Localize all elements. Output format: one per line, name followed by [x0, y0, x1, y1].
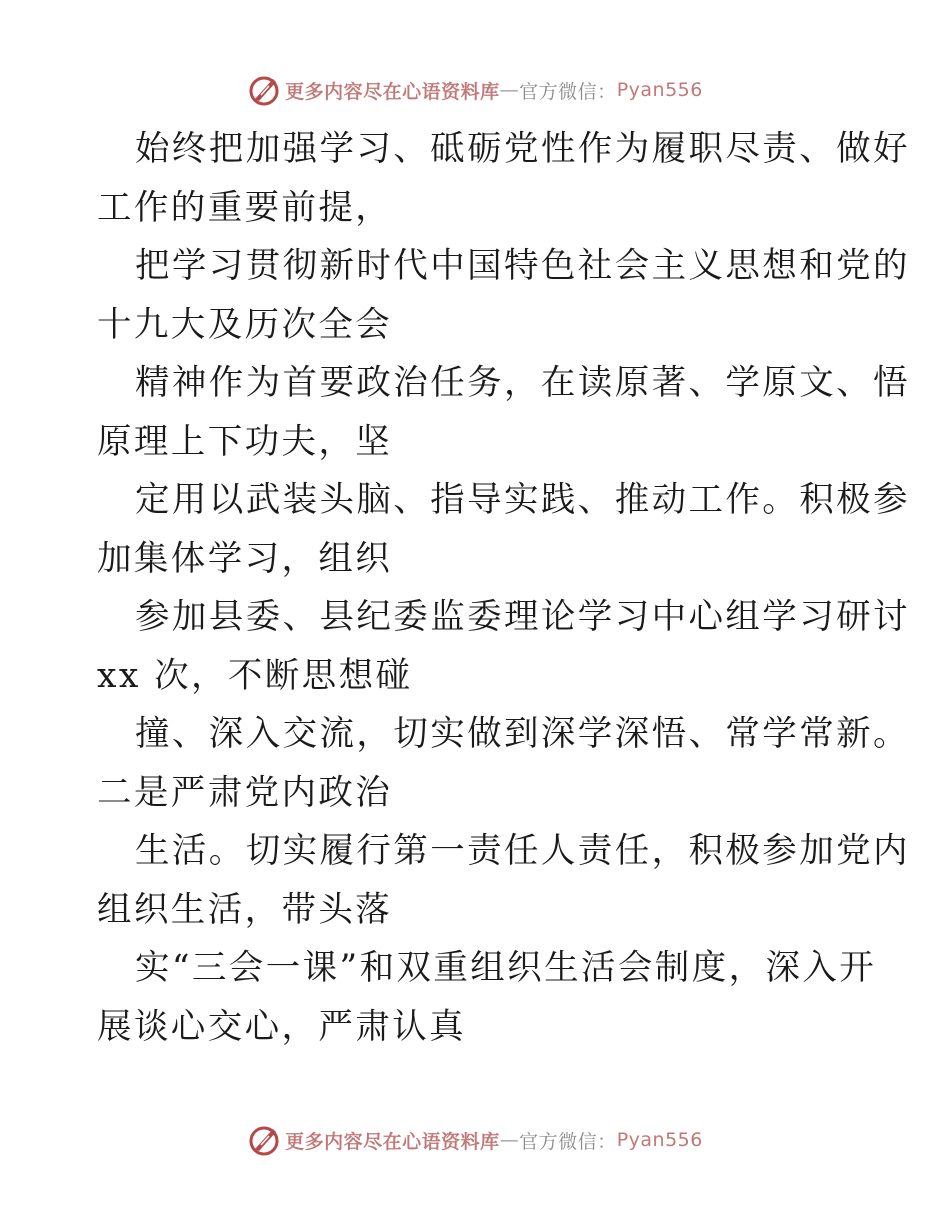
footer-contact-handle: Pyan556 — [616, 1129, 703, 1151]
header-separator: — — [499, 79, 520, 101]
body-line: 把学习贯彻新时代中国特色社会主义思想和党的 — [135, 246, 910, 286]
document-body — [97, 120, 910, 1056]
body-line: 十九大及历次全会 — [97, 304, 393, 345]
body-line: 撞、深入交流，切实做到深学深悟、常学常新。 — [135, 714, 910, 754]
header-contact-label: 官方微信： — [519, 80, 617, 103]
body-line: 展谈心交心，严肃认真 — [97, 1006, 466, 1047]
footer-brand: 更多内容尽在心语资料库 — [285, 1130, 500, 1153]
header-brand: 更多内容尽在心语资料库 — [285, 80, 500, 103]
header-banner — [0, 70, 950, 110]
header-contact-handle: Pyan556 — [616, 79, 703, 101]
body-line: 定用以武装头脑、指导实践、推动工作。积极参 — [135, 480, 910, 520]
footer-separator: — — [499, 1129, 520, 1151]
body-line: 参加县委、县纪委监委理论学习中心组学习研讨 — [135, 597, 910, 637]
body-line: 始终把加强学习、砥砺党性作为履职尽责、做好 — [135, 129, 910, 169]
body-line: xx 次，不断思想碰 — [97, 655, 413, 696]
body-line: 生活。切实履行第一责任人责任，积极参加党内 — [135, 831, 910, 871]
footer-banner — [0, 1120, 950, 1160]
body-line: 组织生活，带头落 — [97, 889, 393, 930]
body-line: 工作的重要前提， — [97, 187, 393, 228]
quill-pen-icon — [247, 1123, 281, 1157]
body-line: 实“三会一课”和双重组织生活会制度，深入开 — [135, 948, 877, 988]
body-line: 精神作为首要政治任务，在读原著、学原文、悟 — [135, 363, 910, 403]
quill-pen-icon — [247, 73, 281, 107]
footer-contact-label: 官方微信： — [519, 1130, 617, 1153]
body-line: 二是严肃党内政治 — [97, 772, 393, 813]
body-line: 加集体学习，组织 — [97, 538, 393, 579]
body-line: 原理上下功夫，坚 — [97, 421, 393, 462]
